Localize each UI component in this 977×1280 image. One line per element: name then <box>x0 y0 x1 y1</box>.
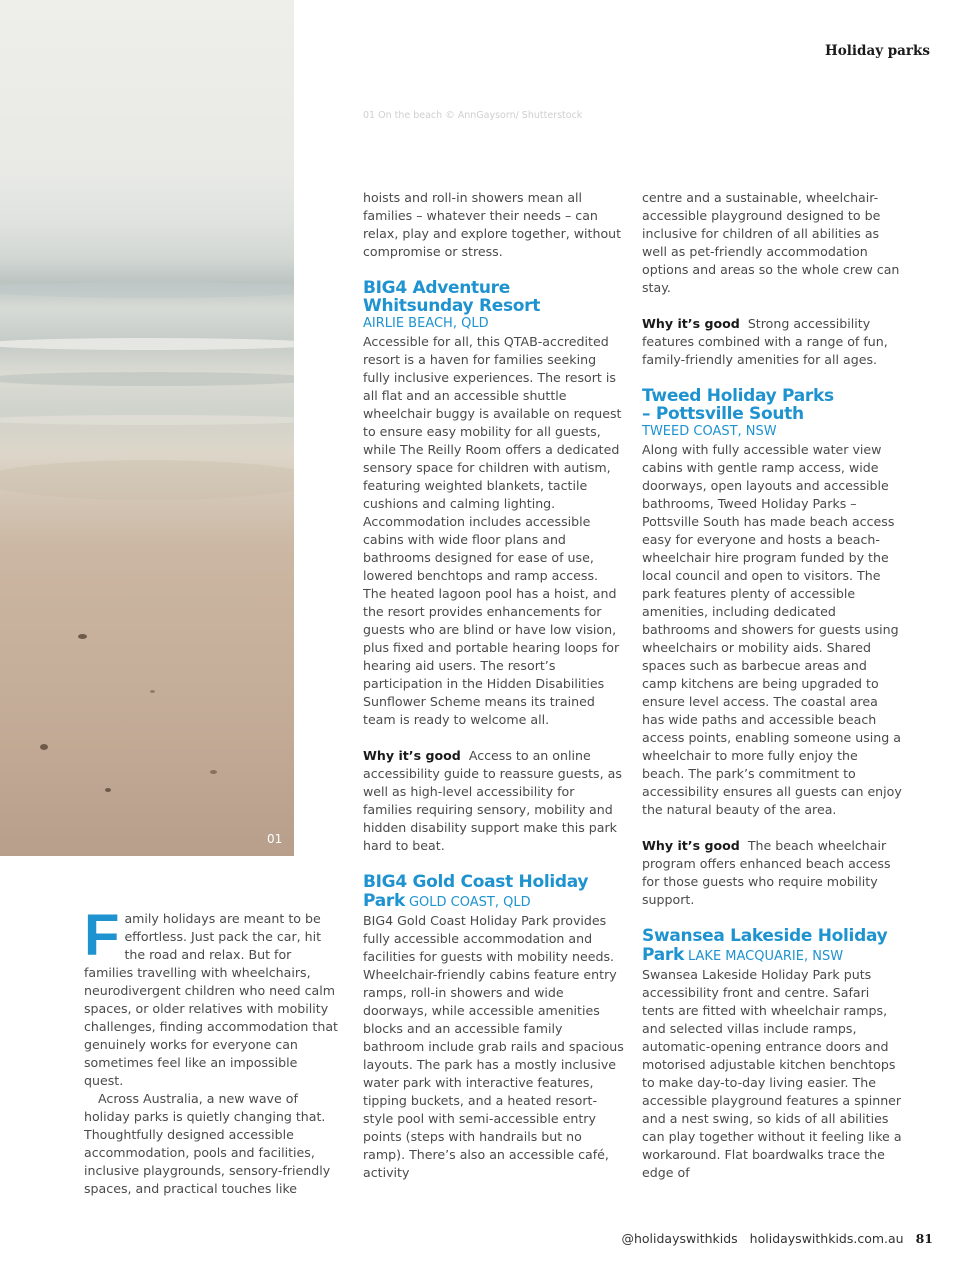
photo-number: 01 <box>267 832 283 846</box>
intro-paragraph-2: Across Australia, a new wave of holiday parks is quietly changing that. Thoughtfully designed accessible accommodation, pools and facilities, inclusive playgrounds, sensory-friendly spaces, and practical touches like <box>84 1091 331 1196</box>
park-location: TWEED COAST, NSW <box>642 424 777 439</box>
park-description: Along with fully accessible water view cabins with gentle ramp access, wide doorways, open layouts and accessible bathrooms, Tweed Holiday Parks – Pottsville South has made beach access easy for everyone and hosts a beach-wheelchair hire program funded by the local council and open to visitors. The park features plenty of accessible amenities, including dedicated bathrooms and showers for guests using wheelchairs or mobility aids. Shared spaces such as barbecue areas and camp kitchens are being upgraded to ensure level access. The coastal area has wide paths and accessible beach access points, enabling someone using a wheelchair to more fully enjoy the beach. The park’s commitment to accessibility ensures all guests can enjoy the natural beauty of the area. <box>642 442 902 817</box>
right-column <box>642 189 904 1182</box>
section-title: Holiday parks <box>824 43 930 59</box>
why-label: Why it’s good <box>363 748 461 763</box>
wave-foam <box>0 338 294 350</box>
page-number: 81 <box>915 1231 933 1246</box>
middle-column <box>363 189 625 1182</box>
why-its-good: Why it’s good The beach wheelchair program offers enhanced beach access for those guests who require mobility support. <box>642 838 891 907</box>
park-title: BIG4 Adventure Whitsunday Resort <box>363 278 541 316</box>
pebble <box>210 770 217 774</box>
why-label: Why it’s good <box>642 838 740 853</box>
wave-foam <box>0 415 294 425</box>
wave-foam <box>0 282 294 298</box>
photo-caption: 01 On the beach © AnnGaysorn/ Shutterstock <box>363 110 583 121</box>
park-title: Swansea Lakeside Holiday Park <box>642 926 888 965</box>
pebble <box>150 690 155 693</box>
intro-paragraph-1: Family holidays are meant to be effortless. Just pack the car, hit the road and relax. But for families travelling with wheelchairs, neurodivergent children who need calm spaces, or older relatives with mobility challenges, finding accommodation that genuinely works for everyone can sometimes feel like an impossible quest. <box>84 903 338 1088</box>
pebble <box>105 788 111 792</box>
wave-foam <box>0 372 294 386</box>
middle-lead: hoists and roll-in showers mean all families – whatever their needs – can relax, play and explore together, without compromise or stress. <box>363 190 622 259</box>
park-location: LAKE MACQUARIE, NSW <box>687 949 844 964</box>
park-location: AIRLIE BEACH, QLD <box>363 316 489 331</box>
beach-photo <box>0 0 294 856</box>
page-footer <box>613 1231 933 1246</box>
pebble <box>78 634 87 639</box>
park-heading <box>642 927 892 966</box>
park-location: GOLD COAST, QLD <box>408 895 531 910</box>
social-handle: @holidayswithkids <box>621 1231 738 1246</box>
park-title: BIG4 Gold Coast Holiday Park <box>363 872 589 911</box>
why-its-good: Why it’s good Strong accessibility features combined with a range of fun, family-friendly amenities for all ages. <box>642 316 888 367</box>
why-its-good: Why it’s good Access to an online accessibility guide to reassure guests, as well as high-level accessibility for families requiring sensory, mobility and hidden disability support make this park hard to beat. <box>363 748 622 853</box>
pebble <box>40 744 48 750</box>
park-description: BIG4 Gold Coast Holiday Park provides fully accessible accommodation and facilities for guests with mobility needs. Wheelchair-friendly cabins feature entry ramps, roll-in showers and wide doorways, while accessible amenities blocks and an accessible family bathroom include grab rails and spacious layouts. The park has a mostly inclusive water park with interactive features, tipping buckets, and a heated resort-style pool with semi-accessible entry points (steps with handrails but no ramp). There’s also an accessible café, activity <box>363 913 624 1180</box>
intro-column <box>84 903 340 1198</box>
wet-sand <box>0 460 294 500</box>
right-lead: centre and a sustainable, wheelchair-accessible playground designed to be inclusive for children of all abilities as well as pet-friendly accommodation options and areas so the whole crew can stay. <box>642 190 900 295</box>
park-title: Tweed Holiday Parks – Pottsville South <box>642 386 834 424</box>
drop-cap: F <box>84 903 120 968</box>
park-description: Swansea Lakeside Holiday Park puts accessibility front and centre. Safari tents are fitted with wheelchair ramps, and selected villas include ramps, automatic-opening entrance doors and motorised adjustable kitchen benchtops to make day-to-day living easier. The accessible playground features a spinner and a nest swing, so kids of all abilities can play together without it feeling like a workaround. Flat boardwalks trace the edge of <box>642 967 902 1180</box>
why-label: Why it’s good <box>642 316 740 331</box>
website: holidayswithkids.com.au <box>749 1231 904 1246</box>
park-heading <box>363 873 603 912</box>
park-description: Accessible for all, this QTAB-accredited resort is a haven for families seeking fully inclusive experiences. The resort is all flat and an accessible shuttle wheelchair buggy is available on request to ensure easy mobility for all guests, while The Reilly Room offers a dedicated sensory space for children with autism, featuring weighted blankets, tactile cushions and calming lighting. Accommodation includes accessible cabins with wide floor plans and bathrooms designed for ease of use, lowered benchtops and ramp access. The heated lagoon pool has a hoist, and the resort provides enhancements for guests who are blind or have low vision, plus fixed and portable hearing loops for hearing aid users. The resort’s participation in the Hidden Disabilities Sunflower Scheme means its trained team is ready to welcome all. <box>363 334 622 727</box>
